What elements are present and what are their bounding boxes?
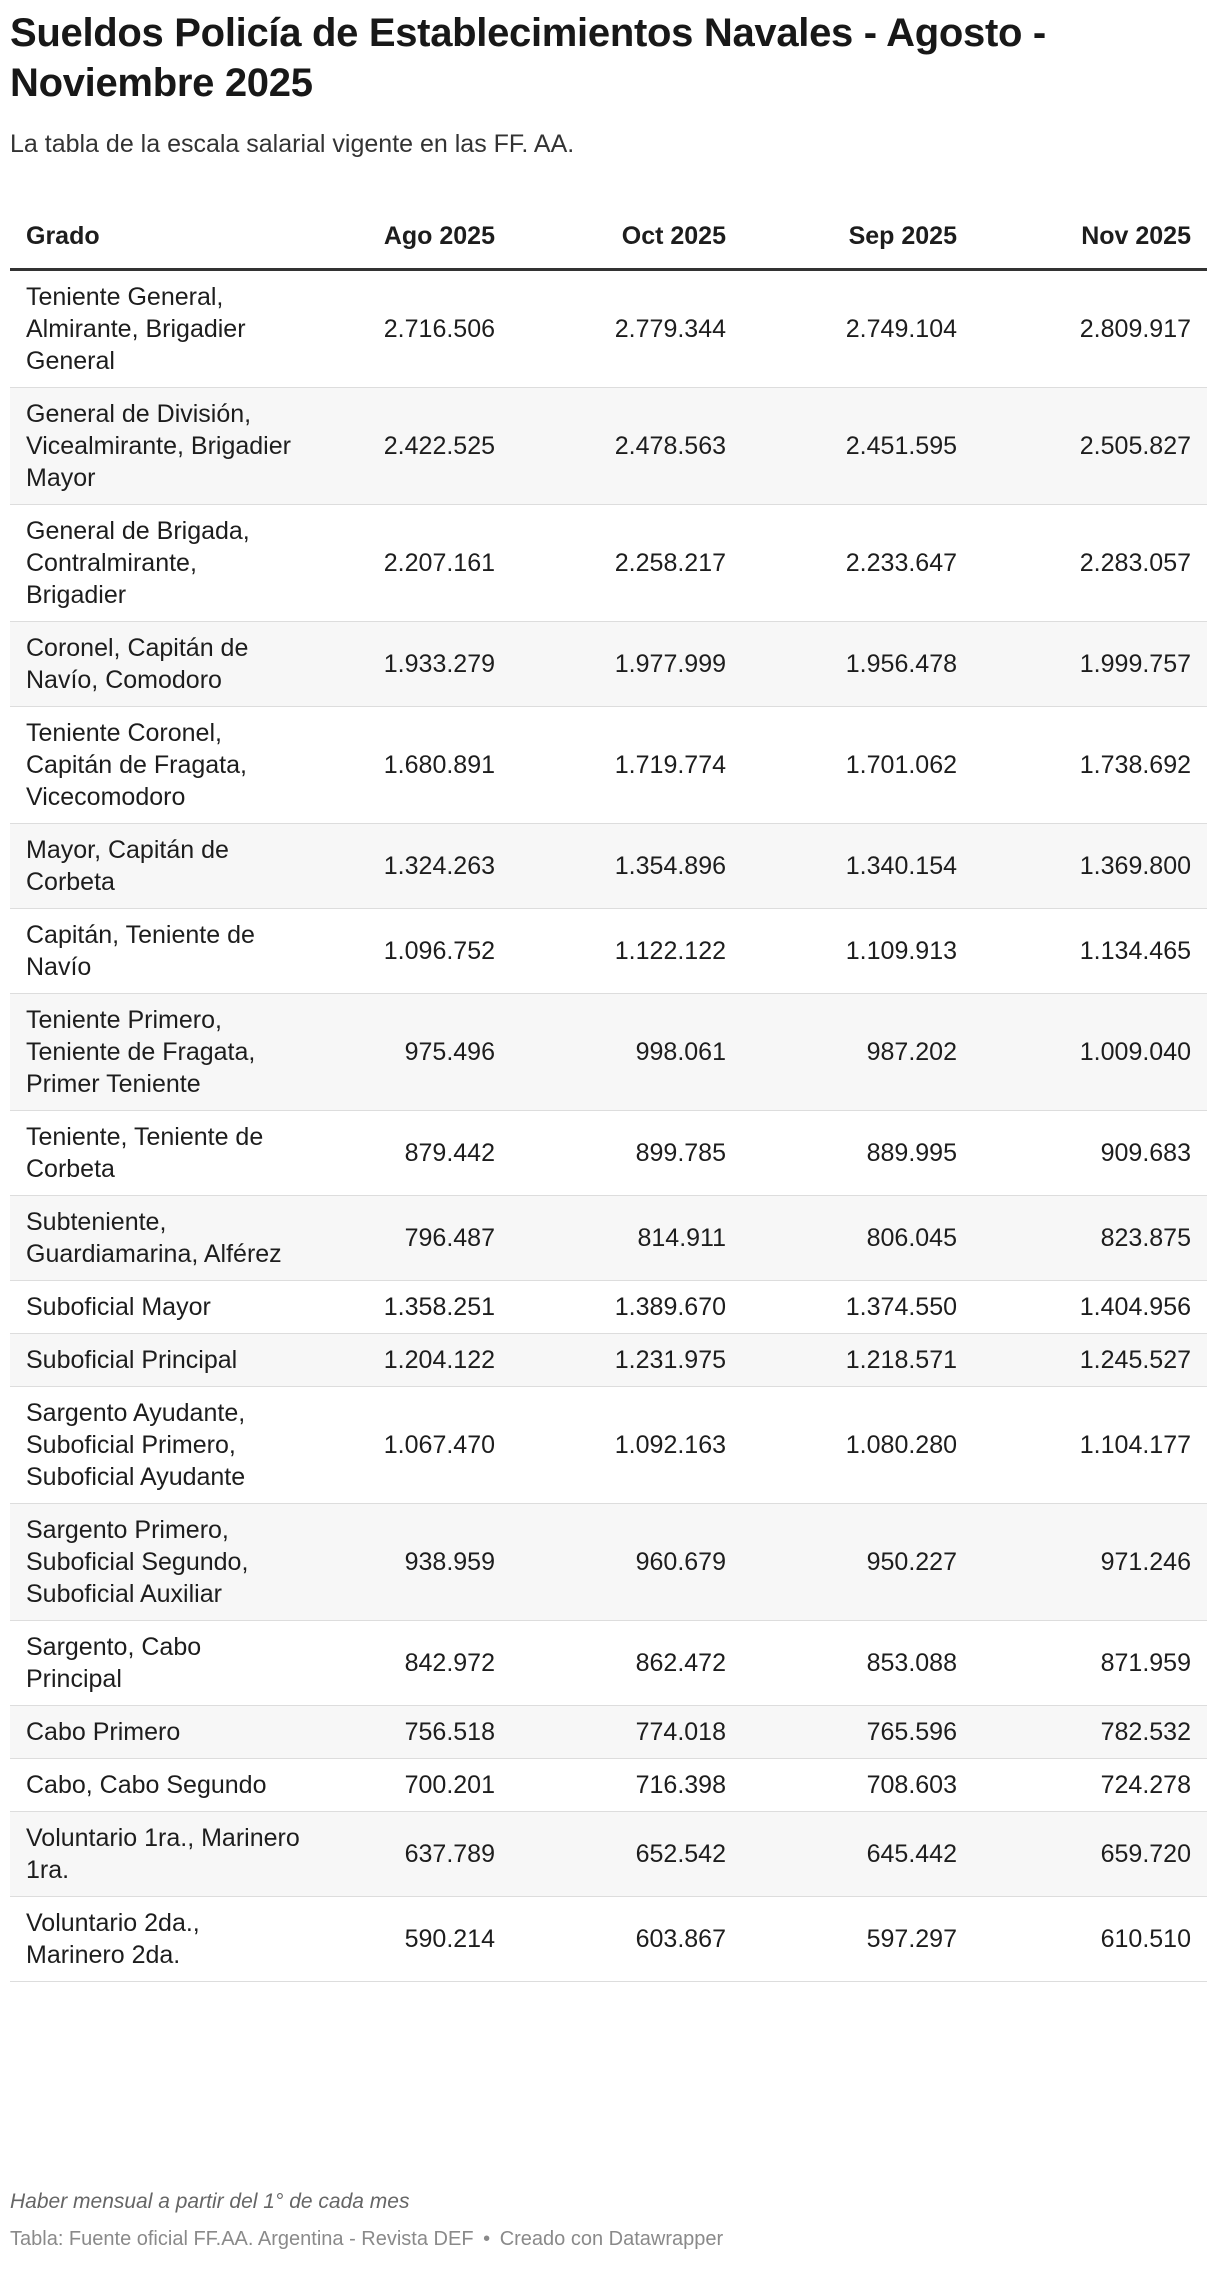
cell-nov-2025: 724.278 — [973, 1759, 1207, 1812]
salary-table — [10, 204, 1207, 1982]
cell-nov-2025: 610.510 — [973, 1897, 1207, 1982]
cell-sep-2025: 1.218.571 — [742, 1334, 973, 1387]
cell-nov-2025: 2.505.827 — [973, 388, 1207, 505]
cell-ago-2025: 1.680.891 — [310, 707, 511, 824]
cell-grado: Voluntario 2da., Marinero 2da. — [10, 1897, 310, 1982]
credit-link[interactable]: Creado con Datawrapper — [499, 2228, 724, 2250]
column-header-oct-2025[interactable]: Oct 2025 — [511, 204, 742, 270]
cell-ago-2025: 1.096.752 — [310, 909, 511, 994]
cell-grado: Suboficial Mayor — [10, 1281, 310, 1334]
table-row — [10, 505, 1207, 622]
cell-oct-2025: 960.679 — [511, 1504, 742, 1621]
header-row — [10, 204, 1207, 270]
cell-ago-2025: 2.716.506 — [310, 270, 511, 388]
cell-grado: Teniente, Teniente de Corbeta — [10, 1111, 310, 1196]
cell-nov-2025: 659.720 — [973, 1812, 1207, 1897]
cell-nov-2025: 871.959 — [973, 1621, 1207, 1706]
column-header-nov-2025[interactable]: Nov 2025 — [973, 204, 1207, 270]
cell-nov-2025: 909.683 — [973, 1111, 1207, 1196]
cell-oct-2025: 1.231.975 — [511, 1334, 742, 1387]
cell-sep-2025: 1.956.478 — [742, 622, 973, 707]
cell-ago-2025: 2.207.161 — [310, 505, 511, 622]
table-row — [10, 994, 1207, 1111]
chart-container — [10, 0, 1207, 1982]
cell-ago-2025: 1.204.122 — [310, 1334, 511, 1387]
cell-sep-2025: 2.233.647 — [742, 505, 973, 622]
table-row — [10, 1334, 1207, 1387]
cell-sep-2025: 597.297 — [742, 1897, 973, 1982]
cell-oct-2025: 2.258.217 — [511, 505, 742, 622]
cell-ago-2025: 2.422.525 — [310, 388, 511, 505]
cell-grado: General de División, Vicealmirante, Brigadier Mayor — [10, 388, 310, 505]
cell-oct-2025: 1.092.163 — [511, 1387, 742, 1504]
cell-oct-2025: 652.542 — [511, 1812, 742, 1897]
table-row — [10, 1897, 1207, 1982]
table-footer — [10, 2228, 723, 2251]
footer-separator: • — [483, 2228, 491, 2250]
cell-nov-2025: 1.738.692 — [973, 707, 1207, 824]
cell-grado: Sargento Primero, Suboficial Segundo, Suboficial Auxiliar — [10, 1504, 310, 1621]
cell-ago-2025: 700.201 — [310, 1759, 511, 1812]
cell-nov-2025: 2.809.917 — [973, 270, 1207, 388]
cell-nov-2025: 1.999.757 — [973, 622, 1207, 707]
cell-nov-2025: 1.134.465 — [973, 909, 1207, 994]
cell-nov-2025: 1.404.956 — [973, 1281, 1207, 1334]
table-body — [10, 270, 1207, 1982]
table-row — [10, 824, 1207, 909]
page-title: Sueldos Policía de Establecimientos Navales - Agosto - Noviembre 2025 — [10, 11, 1046, 105]
cell-oct-2025: 1.977.999 — [511, 622, 742, 707]
cell-ago-2025: 756.518 — [310, 1706, 511, 1759]
cell-sep-2025: 765.596 — [742, 1706, 973, 1759]
cell-oct-2025: 716.398 — [511, 1759, 742, 1812]
cell-sep-2025: 1.080.280 — [742, 1387, 973, 1504]
cell-sep-2025: 708.603 — [742, 1759, 973, 1812]
cell-ago-2025: 1.324.263 — [310, 824, 511, 909]
cell-nov-2025: 1.009.040 — [973, 994, 1207, 1111]
cell-oct-2025: 814.911 — [511, 1196, 742, 1281]
cell-nov-2025: 1.245.527 — [973, 1334, 1207, 1387]
cell-sep-2025: 806.045 — [742, 1196, 973, 1281]
cell-oct-2025: 603.867 — [511, 1897, 742, 1982]
cell-nov-2025: 1.104.177 — [973, 1387, 1207, 1504]
cell-ago-2025: 975.496 — [310, 994, 511, 1111]
cell-ago-2025: 842.972 — [310, 1621, 511, 1706]
table-row — [10, 1111, 1207, 1196]
cell-nov-2025: 823.875 — [973, 1196, 1207, 1281]
cell-nov-2025: 971.246 — [973, 1504, 1207, 1621]
cell-sep-2025: 645.442 — [742, 1812, 973, 1897]
cell-ago-2025: 796.487 — [310, 1196, 511, 1281]
cell-grado: Voluntario 1ra., Marinero 1ra. — [10, 1812, 310, 1897]
cell-grado: Coronel, Capitán de Navío, Comodoro — [10, 622, 310, 707]
cell-oct-2025: 998.061 — [511, 994, 742, 1111]
cell-oct-2025: 899.785 — [511, 1111, 742, 1196]
cell-ago-2025: 590.214 — [310, 1897, 511, 1982]
page-subtitle: La tabla de la escala salarial vigente en las FF. AA. — [10, 130, 575, 158]
cell-sep-2025: 950.227 — [742, 1504, 973, 1621]
cell-sep-2025: 1.109.913 — [742, 909, 973, 994]
cell-ago-2025: 1.067.470 — [310, 1387, 511, 1504]
table-row — [10, 1706, 1207, 1759]
cell-nov-2025: 782.532 — [973, 1706, 1207, 1759]
cell-grado: Sargento Ayudante, Suboficial Primero, Suboficial Ayudante — [10, 1387, 310, 1504]
cell-oct-2025: 862.472 — [511, 1621, 742, 1706]
cell-oct-2025: 1.719.774 — [511, 707, 742, 824]
cell-grado: Cabo Primero — [10, 1706, 310, 1759]
cell-grado: Teniente General, Almirante, Brigadier General — [10, 270, 310, 388]
cell-sep-2025: 853.088 — [742, 1621, 973, 1706]
table-row — [10, 1621, 1207, 1706]
table-row — [10, 622, 1207, 707]
table-row — [10, 1504, 1207, 1621]
cell-sep-2025: 2.451.595 — [742, 388, 973, 505]
cell-ago-2025: 637.789 — [310, 1812, 511, 1897]
table-header — [10, 204, 1207, 270]
cell-oct-2025: 1.389.670 — [511, 1281, 742, 1334]
cell-grado: Capitán, Teniente de Navío — [10, 909, 310, 994]
cell-sep-2025: 1.701.062 — [742, 707, 973, 824]
table-row — [10, 909, 1207, 994]
table-row — [10, 1196, 1207, 1281]
cell-grado: Cabo, Cabo Segundo — [10, 1759, 310, 1812]
table-row — [10, 707, 1207, 824]
column-header-grado[interactable]: Grado — [10, 204, 310, 270]
table-row — [10, 388, 1207, 505]
cell-ago-2025: 1.358.251 — [310, 1281, 511, 1334]
cell-grado: Subteniente, Guardiamarina, Alférez — [10, 1196, 310, 1281]
cell-sep-2025: 889.995 — [742, 1111, 973, 1196]
table-row — [10, 1387, 1207, 1504]
cell-grado: Sargento, Cabo Principal — [10, 1621, 310, 1706]
cell-ago-2025: 938.959 — [310, 1504, 511, 1621]
cell-ago-2025: 1.933.279 — [310, 622, 511, 707]
cell-nov-2025: 2.283.057 — [973, 505, 1207, 622]
table-row — [10, 1759, 1207, 1812]
cell-sep-2025: 1.374.550 — [742, 1281, 973, 1334]
cell-grado: Teniente Primero, Teniente de Fragata, Primer Teniente — [10, 994, 310, 1111]
source-text: Tabla: Fuente oficial FF.AA. Argentina - Revista DEF — [10, 2228, 474, 2250]
cell-oct-2025: 2.478.563 — [511, 388, 742, 505]
cell-oct-2025: 774.018 — [511, 1706, 742, 1759]
table-row — [10, 1812, 1207, 1897]
cell-oct-2025: 1.122.122 — [511, 909, 742, 994]
cell-grado: Mayor, Capitán de Corbeta — [10, 824, 310, 909]
cell-oct-2025: 1.354.896 — [511, 824, 742, 909]
column-header-ago-2025[interactable]: Ago 2025 — [310, 204, 511, 270]
column-header-sep-2025[interactable]: Sep 2025 — [742, 204, 973, 270]
cell-sep-2025: 987.202 — [742, 994, 973, 1111]
table-row — [10, 1281, 1207, 1334]
cell-grado: Suboficial Principal — [10, 1334, 310, 1387]
cell-sep-2025: 2.749.104 — [742, 270, 973, 388]
table-row — [10, 270, 1207, 388]
table-notes: Haber mensual a partir del 1° de cada mes — [10, 2190, 410, 2213]
cell-oct-2025: 2.779.344 — [511, 270, 742, 388]
cell-nov-2025: 1.369.800 — [973, 824, 1207, 909]
cell-grado: General de Brigada, Contralmirante, Brigadier — [10, 505, 310, 622]
cell-grado: Teniente Coronel, Capitán de Fragata, Vicecomodoro — [10, 707, 310, 824]
cell-ago-2025: 879.442 — [310, 1111, 511, 1196]
cell-sep-2025: 1.340.154 — [742, 824, 973, 909]
